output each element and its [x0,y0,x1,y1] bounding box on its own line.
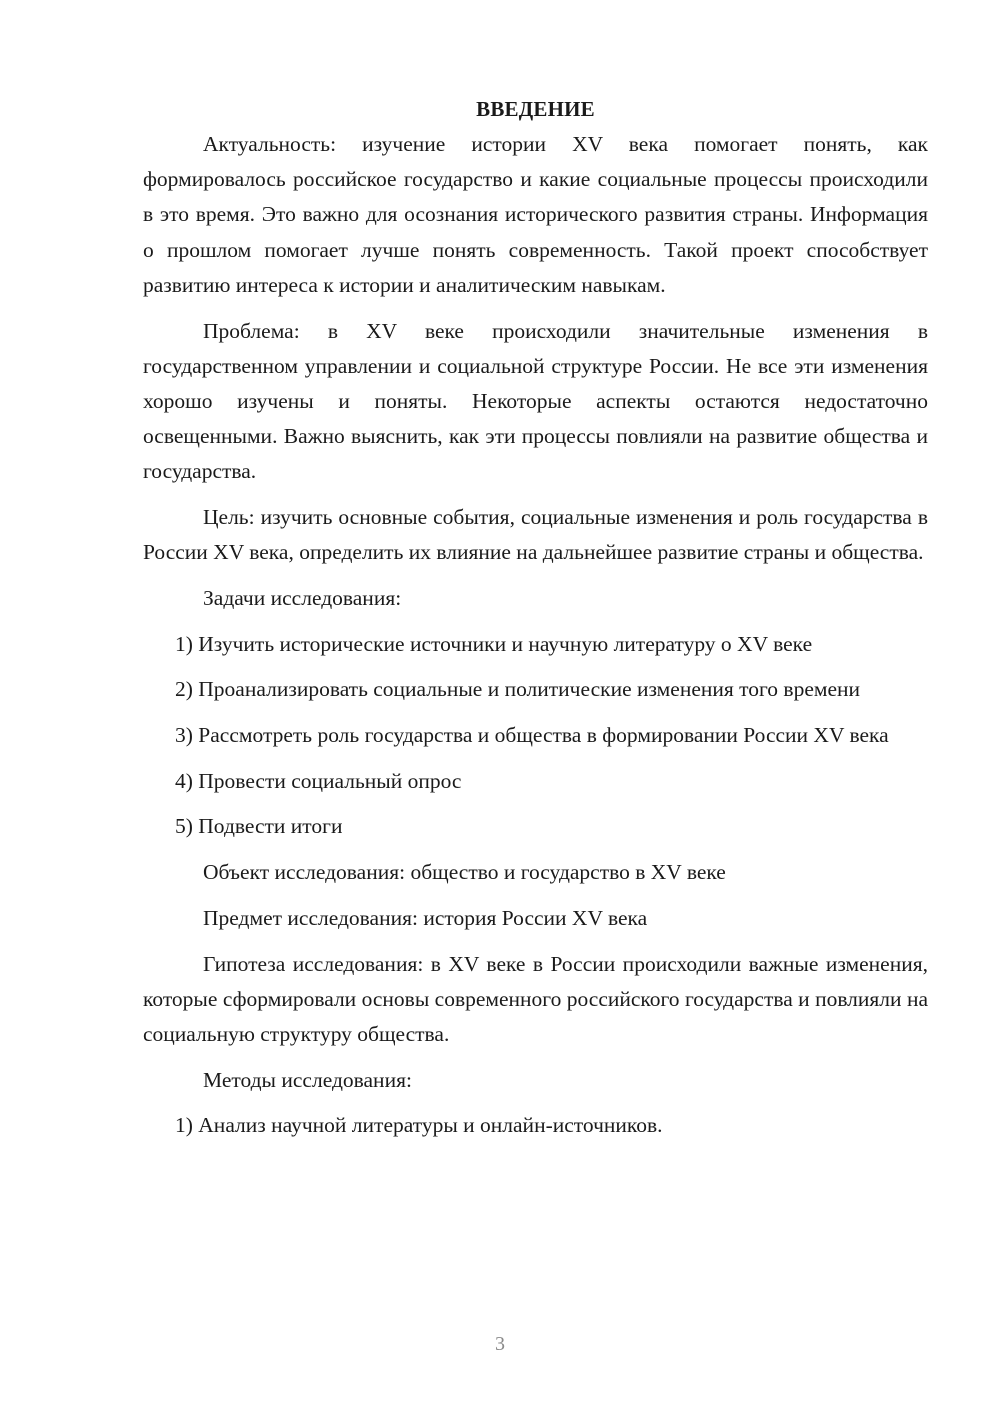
methods-label: Методы исследования: [203,1067,412,1092]
hypothesis-paragraph: Гипотеза исследования: в XV веке в России происходили важные изменения, которые сформировали основы современного российского государства и повлияли на социальную структуру общества. [143,951,928,1046]
tasks-list [143,627,928,845]
method-item: 1) Анализ научной литературы и онлайн-источников. [175,1113,663,1138]
problem-paragraph: Проблема: в XV веке происходили значительные изменения в государственном управлении и социальной структуре России. Не все эти изменения хорошо изучены и поняты. Некоторые аспекты остаются недостаточно освещенными. Важно выяснить, как эти процессы повлияли на развитие общества и государства. [143,318,928,484]
task-item: 3) Рассмотреть роль государства и общества в формировании России XV века [175,723,889,748]
goal-paragraph: Цель: изучить основные события, социальные изменения и роль государства в России XV века, определить их влияние на дальнейшее развитие страны и общества. [143,505,928,565]
task-item: 1) Изучить исторические источники и научную литературу о XV веке [175,631,813,656]
document-page [143,92,928,1154]
task-item: 5) Подвести итоги [175,814,343,839]
task-item: 4) Провести социальный опрос [175,768,462,793]
page-number: 3 [495,1333,505,1355]
research-object: Объект исследования: общество и государство в XV веке [203,860,726,885]
tasks-label: Задачи исследования: [203,585,402,610]
research-subject: Предмет исследования: история России XV века [203,905,648,930]
section-heading: ВВЕДЕНИЕ [476,97,595,121]
task-item: 2) Проанализировать социальные и политические изменения того времени [175,677,861,702]
methods-list [143,1108,928,1143]
relevance-paragraph: Актуальность: изучение истории XV века помогает понять, как формировалось российское государство и какие социальные процессы происходили в это время. Это важно для осознания исторического развития страны. Информация о прошлом помогает лучше понять современность. Такой проект способствует развитию интереса к истории и аналитическим навыкам. [143,132,928,297]
